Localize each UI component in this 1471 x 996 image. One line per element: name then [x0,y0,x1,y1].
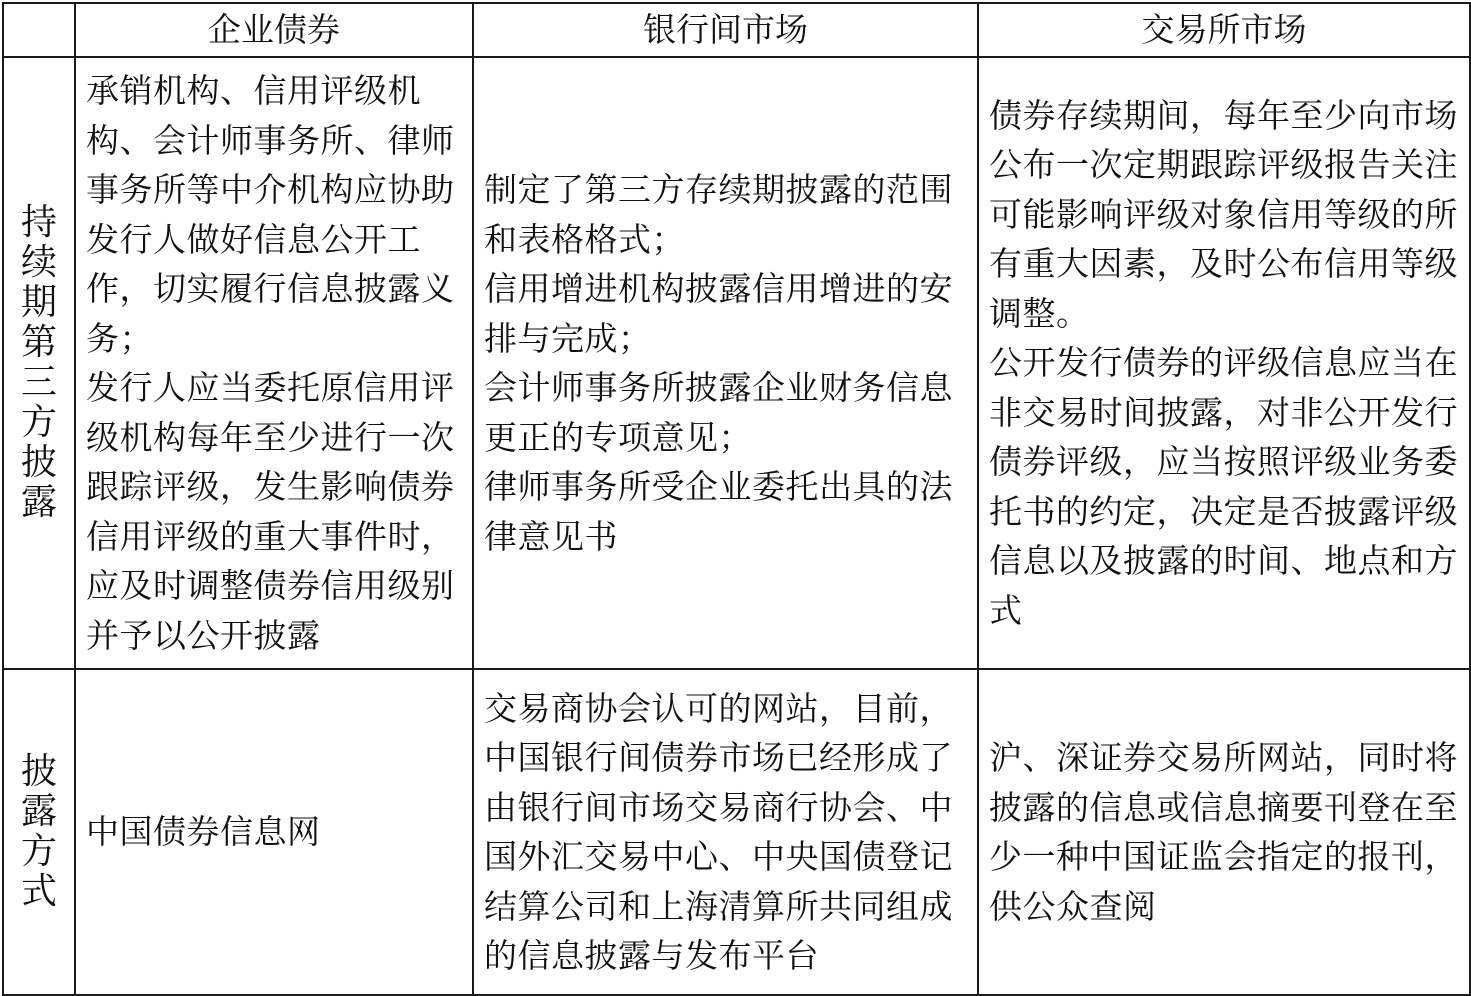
header-row [3,3,1470,57]
cell-enterprise-bond-continuing: 承销机构、信用评级机构、会计师事务所、律师事务所等中介机构应协助发行人做好信息公开工作，切实履行信息披露义务； 发行人应当委托原信用评级机构每年至少进行一次跟踪评级，发生影响债券信用评级的重大事件时，应及时调整债券信用级别并予以公开披露 [75,57,473,669]
disclosure-comparison-table [2,2,1471,996]
row-label-continuing-disclosure: 持 续 期 第 三 方 披 露 [3,57,75,669]
table-row [3,57,1470,669]
row-label-disclosure-method: 披 露 方 式 [3,669,75,995]
cell-exchange-continuing: 债券存续期间，每年至少向市场公布一次定期跟踪评级报告关注可能影响评级对象信用等级的所有重大因素，及时公布信用等级调整。 公开发行债券的评级信息应当在非交易时间披露，对非公开发行债券评级，应当按照评级业务委托书的约定，决定是否披露评级信息以及披露的时间、地点和方式 [978,57,1470,669]
cell-interbank-method: 交易商协会认可的网站，目前，中国银行间债券市场已经形成了由银行间市场交易商行协会、中国外汇交易中心、中央国债登记结算公司和上海清算所共同组成的信息披露与发布平台 [473,669,978,995]
cell-exchange-method: 沪、深证券交易所网站，同时将披露的信息或信息摘要刊登在至少一种中国证监会指定的报刊，供公众查阅 [978,669,1470,995]
cell-interbank-continuing: 制定了第三方存续期披露的范围和表格格式； 信用增进机构披露信用增进的安排与完成； 会计师事务所披露企业财务信息更正的专项意见； 律师事务所受企业委托出具的法律意见书 [473,57,978,669]
header-interbank-market: 银行间市场 [473,3,978,57]
header-corner [3,3,75,57]
table-row [3,669,1470,995]
header-enterprise-bond: 企业债券 [75,3,473,57]
header-exchange-market: 交易所市场 [978,3,1470,57]
cell-enterprise-bond-method: 中国债券信息网 [75,669,473,995]
